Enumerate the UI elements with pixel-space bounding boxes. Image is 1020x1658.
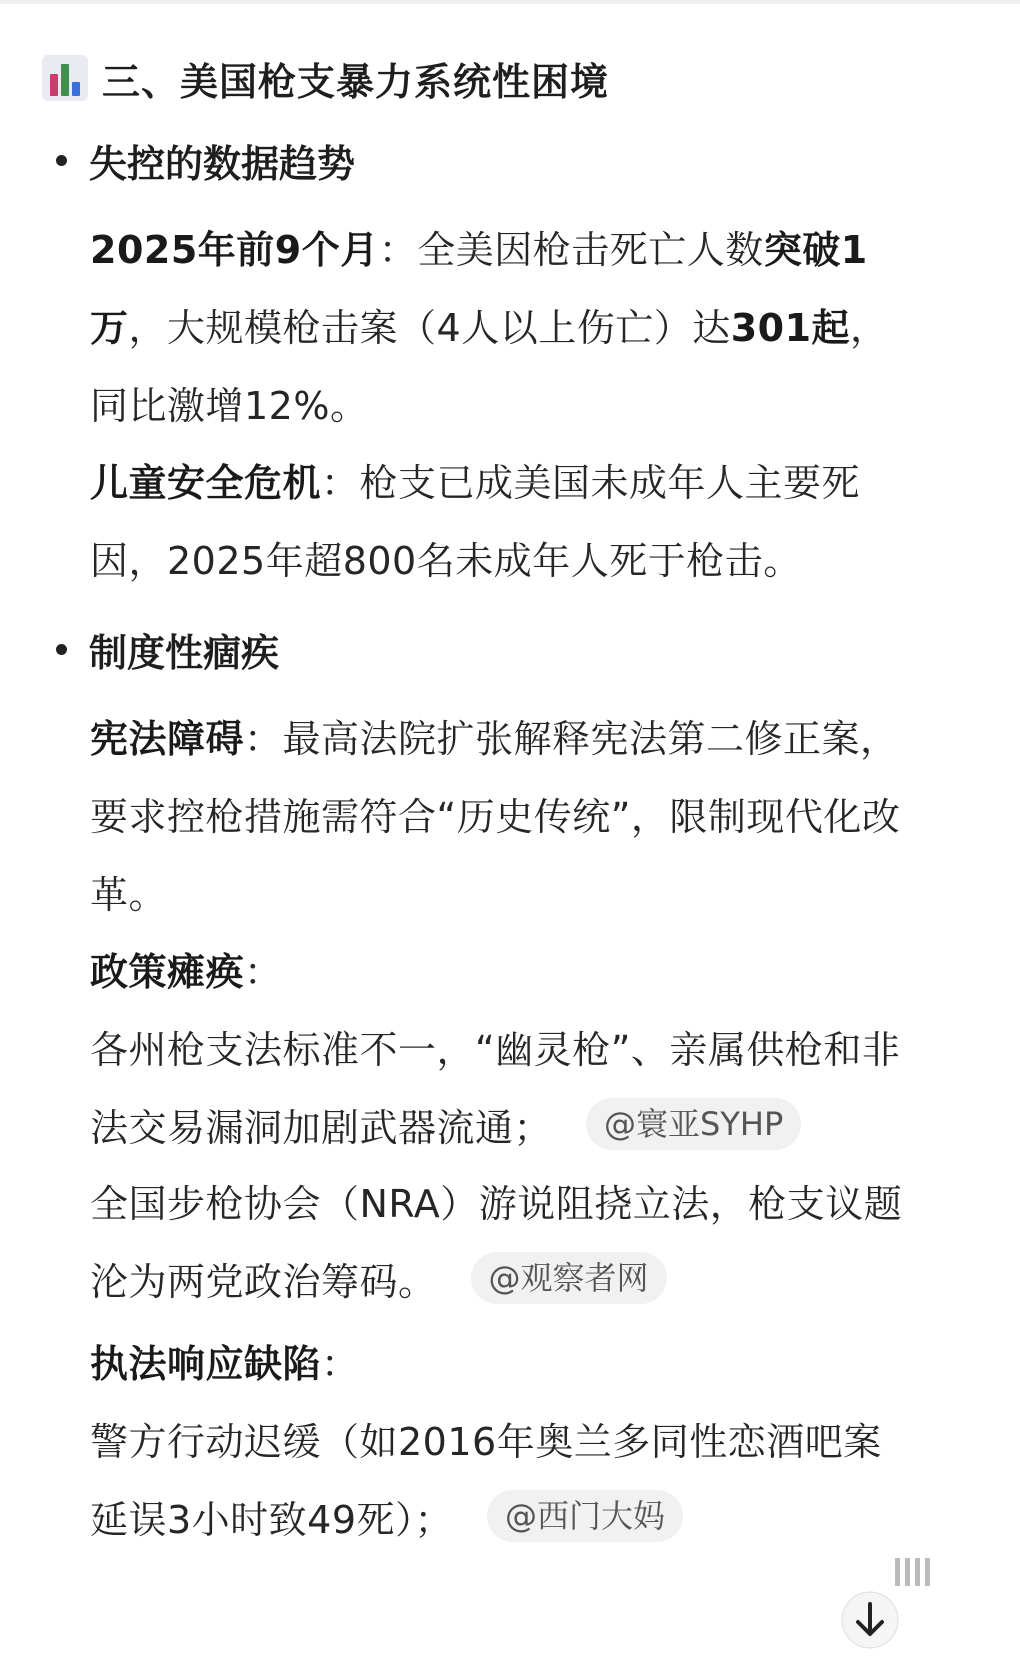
text-segment: ，大规模枪击案（4人以上伤亡）达 xyxy=(128,306,731,350)
section-title: 三、美国枪支暴力系统性困境 xyxy=(102,59,610,104)
source-tag[interactable]: @西门大妈 xyxy=(487,1490,683,1542)
bullet-item-data-trend xyxy=(56,132,355,188)
bold-phrase: 突破1 xyxy=(763,228,868,272)
text-segment: ：全美因枪击死亡人数 xyxy=(378,228,764,272)
text-line xyxy=(90,700,990,778)
text-segment: 要求控枪措施需符合“历史传统”，限制现代化改 xyxy=(90,795,901,839)
corner-controls xyxy=(820,1538,1000,1658)
text-segment: 因，2025年超800名未成年人死于枪击。 xyxy=(90,539,802,583)
bullet-dot xyxy=(56,644,67,655)
text-segment: ： xyxy=(244,950,283,994)
text-segment: ：枪支已成美国未成年人主要死 xyxy=(321,461,861,505)
source-tag[interactable]: @寰亚SYHP xyxy=(586,1098,801,1150)
paragraph-2025-stats xyxy=(90,211,990,445)
text-segment: 各州枪支法标准不一，“幽灵枪”、亲属供枪和非 xyxy=(90,1028,901,1072)
text-line xyxy=(90,1243,990,1321)
text-segment: 延误3小时致49死）； xyxy=(90,1498,454,1542)
bold-phrase: 宪法障碍 xyxy=(90,717,245,761)
text-segment: ：最高法院扩张解释宪法第二修正案， xyxy=(244,717,899,761)
text-segment: ： xyxy=(321,1342,360,1386)
text-line xyxy=(90,933,990,1011)
text-segment: ， xyxy=(850,306,889,350)
bold-phrase: 2025年前9个月 xyxy=(90,228,379,272)
bar-chart-emoji-icon xyxy=(42,55,88,101)
bold-phrase: 政策瘫痪 xyxy=(90,950,245,994)
source-tag[interactable]: @观察者网 xyxy=(471,1252,667,1304)
paragraph-enforcement xyxy=(90,1325,990,1559)
bullet-label: 失控的数据趋势 xyxy=(89,141,356,186)
text-segment: 沦为两党政治筹码。 xyxy=(90,1260,437,1304)
text-segment: 革。 xyxy=(90,873,168,917)
text-line xyxy=(90,211,990,289)
section-heading xyxy=(42,50,609,106)
scroll-down-arrow-icon[interactable] xyxy=(840,1590,900,1650)
bullet-dot xyxy=(56,155,67,166)
text-line xyxy=(90,444,990,522)
text-line xyxy=(90,522,990,600)
signal-bars-icon xyxy=(895,1558,930,1586)
text-segment: 法交易漏洞加剧武器流通； xyxy=(90,1106,553,1150)
paragraph-constitution xyxy=(90,700,990,934)
top-divider xyxy=(0,0,1020,4)
text-segment: 同比激增12%。 xyxy=(90,384,369,428)
text-line xyxy=(90,367,990,445)
text-line xyxy=(90,856,990,934)
paragraph-nra xyxy=(90,1165,990,1321)
text-line xyxy=(90,1403,990,1481)
paragraph-policy-paralysis xyxy=(90,933,990,1167)
text-line xyxy=(90,1089,990,1167)
bold-phrase: 执法响应缺陷 xyxy=(90,1342,322,1386)
bold-phrase: 301起 xyxy=(730,306,851,350)
text-line xyxy=(90,1011,990,1089)
paragraph-child-safety xyxy=(90,444,990,600)
bullet-label: 制度性痼疾 xyxy=(89,630,280,675)
bold-phrase: 儿童安全危机 xyxy=(90,461,322,505)
text-line xyxy=(90,1325,990,1403)
text-segment: 警方行动迟缓（如2016年奥兰多同性恋酒吧案 xyxy=(90,1420,882,1464)
bullet-item-institutional xyxy=(56,621,279,677)
text-line xyxy=(90,778,990,856)
text-line xyxy=(90,289,990,367)
text-line xyxy=(90,1165,990,1243)
bold-phrase: 万 xyxy=(90,306,129,350)
text-segment: 全国步枪协会（NRA）游说阻挠立法，枪支议题 xyxy=(90,1182,903,1226)
